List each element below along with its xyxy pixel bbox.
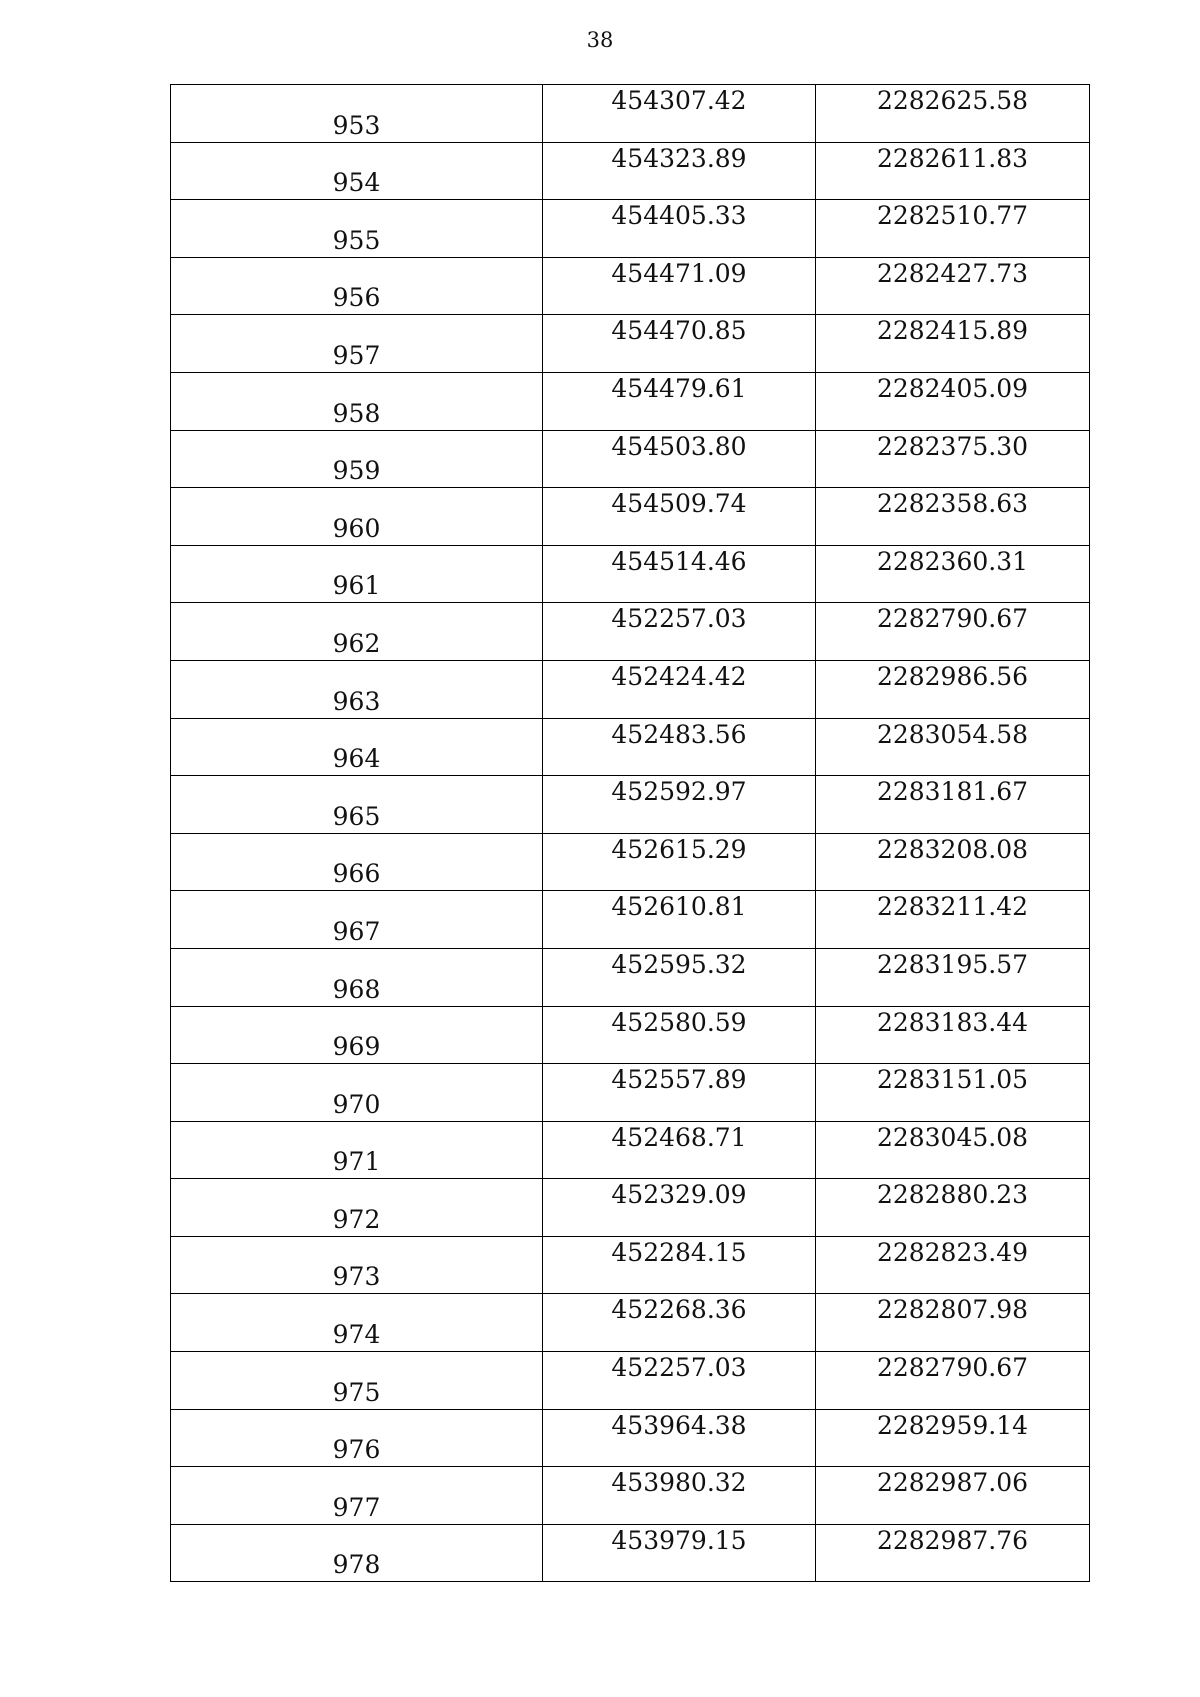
table-row (171, 948, 1090, 1006)
table-row (171, 1294, 1090, 1352)
table-row (171, 315, 1090, 373)
point-id-cell: 960 (171, 488, 543, 546)
y-coordinate-cell: 2283211.42 (816, 891, 1090, 949)
x-coordinate-cell: 454323.89 (543, 142, 816, 200)
point-id-cell: 967 (171, 891, 543, 949)
table-row (171, 488, 1090, 546)
table-row (171, 1467, 1090, 1525)
table-row (171, 142, 1090, 200)
y-coordinate-cell: 2282880.23 (816, 1179, 1090, 1237)
page-number: 38 (586, 28, 614, 52)
table-row (171, 430, 1090, 488)
table-row (171, 1121, 1090, 1179)
x-coordinate-cell: 453980.32 (543, 1467, 816, 1525)
y-coordinate-cell: 2282510.77 (816, 200, 1090, 258)
point-id-cell: 968 (171, 948, 543, 1006)
point-id-cell: 955 (171, 200, 543, 258)
table-row (171, 833, 1090, 891)
table-row (171, 1179, 1090, 1237)
point-id-cell: 976 (171, 1409, 543, 1467)
coordinates-table (170, 84, 1090, 1582)
y-coordinate-cell: 2283151.05 (816, 1064, 1090, 1122)
x-coordinate-cell: 454514.46 (543, 545, 816, 603)
point-id-cell: 954 (171, 142, 543, 200)
table-row (171, 1352, 1090, 1410)
y-coordinate-cell: 2282959.14 (816, 1409, 1090, 1467)
table-row (171, 718, 1090, 776)
y-coordinate-cell: 2282987.76 (816, 1524, 1090, 1582)
x-coordinate-cell: 454503.80 (543, 430, 816, 488)
y-coordinate-cell: 2282790.67 (816, 1352, 1090, 1410)
x-coordinate-cell: 452257.03 (543, 603, 816, 661)
x-coordinate-cell: 452424.42 (543, 660, 816, 718)
point-id-cell: 973 (171, 1236, 543, 1294)
point-id-cell: 953 (171, 85, 543, 143)
y-coordinate-cell: 2282987.06 (816, 1467, 1090, 1525)
table-row (171, 1409, 1090, 1467)
point-id-cell: 966 (171, 833, 543, 891)
x-coordinate-cell: 454471.09 (543, 257, 816, 315)
y-coordinate-cell: 2283181.67 (816, 776, 1090, 834)
x-coordinate-cell: 452580.59 (543, 1006, 816, 1064)
x-coordinate-cell: 452610.81 (543, 891, 816, 949)
point-id-cell: 975 (171, 1352, 543, 1410)
table-row (171, 660, 1090, 718)
x-coordinate-cell: 452595.32 (543, 948, 816, 1006)
y-coordinate-cell: 2282427.73 (816, 257, 1090, 315)
coordinates-table-body (171, 85, 1090, 1582)
x-coordinate-cell: 452257.03 (543, 1352, 816, 1410)
x-coordinate-cell: 452284.15 (543, 1236, 816, 1294)
x-coordinate-cell: 452483.56 (543, 718, 816, 776)
point-id-cell: 972 (171, 1179, 543, 1237)
y-coordinate-cell: 2282790.67 (816, 603, 1090, 661)
table-row (171, 85, 1090, 143)
y-coordinate-cell: 2282611.83 (816, 142, 1090, 200)
y-coordinate-cell: 2282360.31 (816, 545, 1090, 603)
table-row (171, 1236, 1090, 1294)
y-coordinate-cell: 2283054.58 (816, 718, 1090, 776)
point-id-cell: 974 (171, 1294, 543, 1352)
table-row (171, 545, 1090, 603)
table-row (171, 200, 1090, 258)
table-row (171, 257, 1090, 315)
point-id-cell: 956 (171, 257, 543, 315)
point-id-cell: 961 (171, 545, 543, 603)
point-id-cell: 958 (171, 372, 543, 430)
point-id-cell: 959 (171, 430, 543, 488)
y-coordinate-cell: 2282358.63 (816, 488, 1090, 546)
y-coordinate-cell: 2283183.44 (816, 1006, 1090, 1064)
x-coordinate-cell: 452329.09 (543, 1179, 816, 1237)
point-id-cell: 964 (171, 718, 543, 776)
table-row (171, 891, 1090, 949)
x-coordinate-cell: 452468.71 (543, 1121, 816, 1179)
table-row (171, 603, 1090, 661)
x-coordinate-cell: 453979.15 (543, 1524, 816, 1582)
y-coordinate-cell: 2282823.49 (816, 1236, 1090, 1294)
y-coordinate-cell: 2283208.08 (816, 833, 1090, 891)
x-coordinate-cell: 452268.36 (543, 1294, 816, 1352)
y-coordinate-cell: 2282986.56 (816, 660, 1090, 718)
table-row (171, 1524, 1090, 1582)
table-row (171, 1064, 1090, 1122)
point-id-cell: 978 (171, 1524, 543, 1582)
x-coordinate-cell: 454307.42 (543, 85, 816, 143)
y-coordinate-cell: 2282625.58 (816, 85, 1090, 143)
x-coordinate-cell: 452592.97 (543, 776, 816, 834)
y-coordinate-cell: 2283195.57 (816, 948, 1090, 1006)
y-coordinate-cell: 2282415.89 (816, 315, 1090, 373)
y-coordinate-cell: 2282807.98 (816, 1294, 1090, 1352)
point-id-cell: 977 (171, 1467, 543, 1525)
point-id-cell: 969 (171, 1006, 543, 1064)
x-coordinate-cell: 454509.74 (543, 488, 816, 546)
y-coordinate-cell: 2282375.30 (816, 430, 1090, 488)
point-id-cell: 957 (171, 315, 543, 373)
point-id-cell: 970 (171, 1064, 543, 1122)
table-row (171, 1006, 1090, 1064)
x-coordinate-cell: 454470.85 (543, 315, 816, 373)
table-row (171, 372, 1090, 430)
x-coordinate-cell: 452557.89 (543, 1064, 816, 1122)
x-coordinate-cell: 453964.38 (543, 1409, 816, 1467)
table-row (171, 776, 1090, 834)
x-coordinate-cell: 454405.33 (543, 200, 816, 258)
point-id-cell: 965 (171, 776, 543, 834)
x-coordinate-cell: 452615.29 (543, 833, 816, 891)
y-coordinate-cell: 2283045.08 (816, 1121, 1090, 1179)
x-coordinate-cell: 454479.61 (543, 372, 816, 430)
point-id-cell: 962 (171, 603, 543, 661)
y-coordinate-cell: 2282405.09 (816, 372, 1090, 430)
point-id-cell: 971 (171, 1121, 543, 1179)
point-id-cell: 963 (171, 660, 543, 718)
